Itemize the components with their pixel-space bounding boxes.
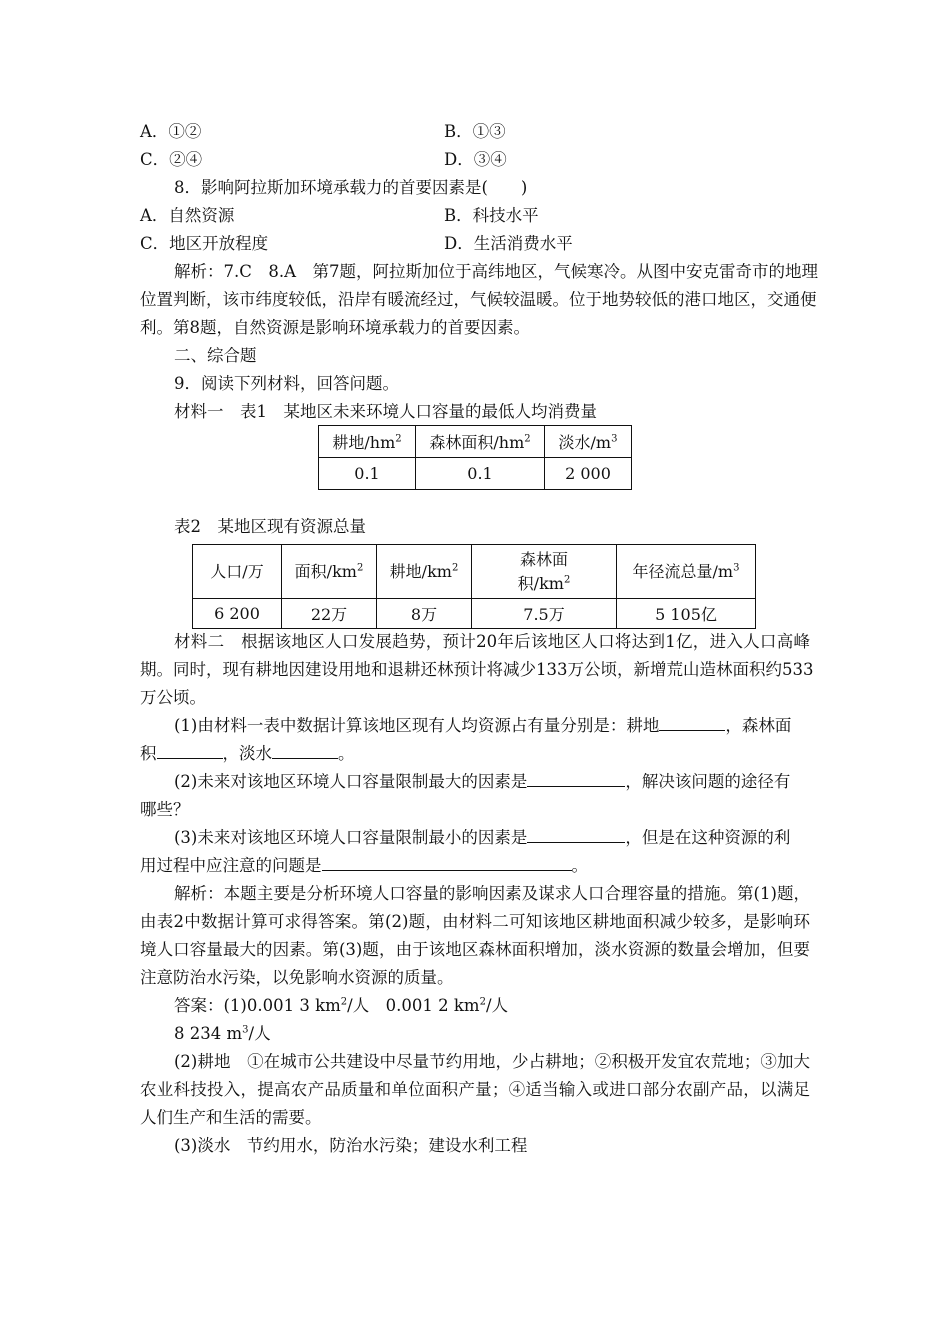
answer-2-line: 人们生产和生活的需要。 xyxy=(140,1108,322,1127)
option-7d: D．③④ xyxy=(444,150,507,169)
option-8b: B．科技水平 xyxy=(444,206,539,225)
table-2-header: 人口/万 xyxy=(193,545,282,599)
table-2-cell: 6 200 xyxy=(193,599,282,629)
answer-blank xyxy=(157,744,223,759)
table-2 xyxy=(192,544,756,629)
section-title: 二、综合题 xyxy=(174,346,257,365)
answer-2-line: 农业科技投入，提高农产品质量和单位面积产量；④适当输入或进口部分农副产品，以满足 xyxy=(140,1080,810,1099)
question-9-stem: 9．阅读下列材料，回答问题。 xyxy=(174,374,399,393)
answer-2-line: (2)耕地 ①在城市公共建设中尽量节约用地，少占耕地；②积极开发宜农荒地；③加大 xyxy=(174,1052,810,1071)
option-8c: C．地区开放程度 xyxy=(140,234,269,253)
table-2-header: 森林面 积$/km^2$ xyxy=(472,545,617,599)
table-2-cell: 22万 xyxy=(282,599,377,629)
material-2-line: 期。同时，现有耕地因建设用地和退耕还林预计将减少133万公顷，新增荒山造林面积约533 xyxy=(140,660,814,679)
analysis-9-line: 境人口容量最大的因素。第(3)题，由于该地区森林面积增加，淡水资源的数量会增加，但要 xyxy=(140,940,810,959)
table-1-header: 森林面积$/hm^2$ xyxy=(416,426,545,458)
option-7c: C．②④ xyxy=(140,150,203,169)
table-1-cell: 2 000 xyxy=(545,458,632,490)
material-2-line: 万公顷。 xyxy=(140,688,206,707)
analysis-7-8-line: 位置判断，该市纬度较低，沿岸有暖流经过，气候较温暖。位于地势较低的港口地区，交通便 xyxy=(140,290,817,309)
table-2-cell: 5 105亿 xyxy=(617,599,756,629)
sub-question-1: (1)由材料一表中数据计算该地区现有人均资源占有量分别是：耕地 ，森林面 xyxy=(174,716,792,735)
table-2-caption: 表2 某地区现有资源总量 xyxy=(174,517,366,536)
option-7b: B．①③ xyxy=(444,122,506,141)
table-1-cell: 0.1 xyxy=(319,458,416,490)
table-2-cell: 7.5万 xyxy=(472,599,617,629)
table-1-header: 耕地$/hm^2$ xyxy=(319,426,416,458)
answer-blank xyxy=(527,772,625,787)
option-8d: D．生活消费水平 xyxy=(444,234,573,253)
sub-question-3: (3)未来对该地区环境人口容量限制最小的因素是 ，但是在这种资源的利 xyxy=(174,828,791,847)
table-2-header: 耕地$/km^2$ xyxy=(377,545,472,599)
sub-question-2: (2)未来对该地区环境人口容量限制最大的因素是 ，解决该问题的途径有 xyxy=(174,772,791,791)
option-8a: A．自然资源 xyxy=(140,206,235,225)
table-1-header: 淡水$/m^3$ xyxy=(545,426,632,458)
table-1-cell: 0.1 xyxy=(416,458,545,490)
option-7a: A．①② xyxy=(140,122,202,141)
answer-blank xyxy=(659,716,725,731)
analysis-9-line: 注意防治水污染，以免影响水资源的质量。 xyxy=(140,968,454,987)
answer-blank xyxy=(322,856,572,871)
table-2-header: 年径流总量$/m^3$ xyxy=(617,545,756,599)
table-1 xyxy=(318,425,632,490)
table-2-header: 面积$/km^2$ xyxy=(282,545,377,599)
sub-question-1-cont: 积 ，淡水 。 xyxy=(140,744,355,763)
answer-3: (3)淡水 节约用水，防治水污染；建设水利工程 xyxy=(174,1136,528,1155)
sub-question-3-cont: 用过程中应注意的问题是 。 xyxy=(140,856,588,875)
analysis-7-8-line: 利。第8题，自然资源是影响环境承载力的首要因素。 xyxy=(140,318,530,337)
answer-1: 答案：(1)0.001 3 $km^2/$人 0.001 2 $km^2/$人 xyxy=(174,996,508,1015)
answer-1-cont: 8 234 $m^3/$人 xyxy=(174,1024,271,1043)
sub-question-2-cont: 哪些？ xyxy=(140,800,190,819)
material-2-line: 材料二 根据该地区人口发展趋势，预计20年后该地区人口将达到1亿，进入人口高峰 xyxy=(174,632,810,651)
material-1-caption: 材料一 表1 某地区未来环境人口容量的最低人均消费量 xyxy=(174,402,597,421)
question-8-stem: 8．影响阿拉斯加环境承载力的首要因素是( ) xyxy=(174,178,528,197)
answer-blank xyxy=(272,744,338,759)
answer-blank xyxy=(527,828,625,843)
table-2-cell: 8万 xyxy=(377,599,472,629)
analysis-9-line: 由表2中数据计算可求得答案。第(2)题，由材料二可知该地区耕地面积减少较多，是影响环 xyxy=(140,912,810,931)
analysis-7-8-line: 解析：7.C 8.A 第7题，阿拉斯加位于高纬地区，气候寒冷。从图中安克雷奇市的地理 xyxy=(174,262,819,281)
analysis-9-line: 解析：本题主要是分析环境人口容量的影响因素及谋求人口合理容量的措施。第(1)题， xyxy=(174,884,810,903)
